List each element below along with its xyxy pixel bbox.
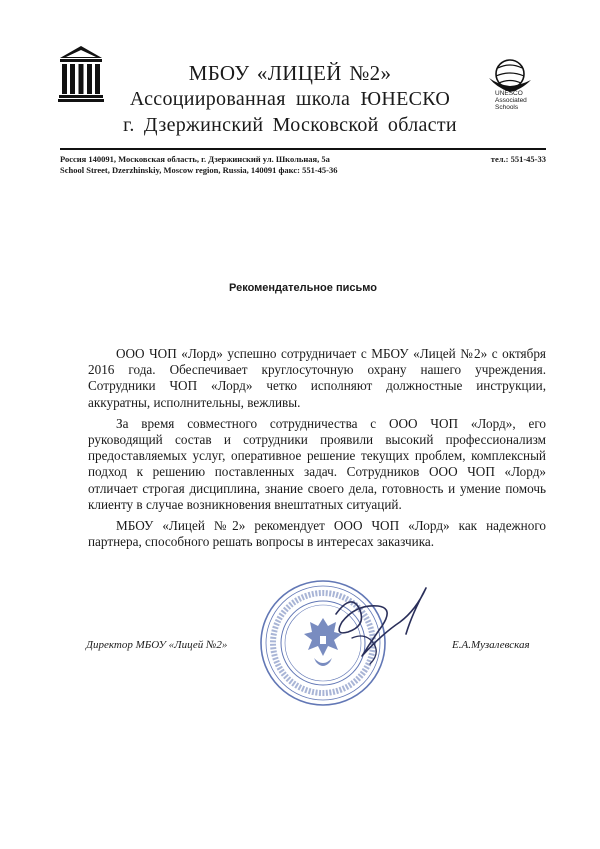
paragraph-1: ООО ЧОП «Лорд» успешно сотрудничает с МБОУ «Лицей №2» с октября 2016 года. Обеспечивает круглосуточную охрану нашего учреждения. Сотрудники ЧОП «Лорд» четко исполняют должностные инструкции, аккуратны, исполнительны, вежливы. [88, 346, 546, 410]
school-name: МБОУ «ЛИЦЕЙ №2» [188, 61, 392, 85]
signature-scribble-icon [322, 574, 442, 684]
school-address [60, 154, 546, 176]
signatory-name: Е.А.Музалевская [452, 639, 530, 651]
school-title-block [110, 60, 470, 138]
address-english: School Street, Dzerzhinskiy, Moscow region, Russia, 140091 факс: 551-45-36 [60, 165, 338, 175]
paragraph-2: За время совместного сотрудничества с ООО ЧОП «Лорд», его руководящий состав и сотрудники проявили высокий профессионализм предоставляемых услуг, оперативное решение текущих проблем, комплексный подход к решению поставленных задач. Сотрудников ООО ЧОП «Лорд» отличает строгая дисциплина, знание своего дела, готовность и умение помочь клиенту в случае возникновения внештатных ситуаций. [88, 415, 546, 512]
letterhead-divider [60, 148, 546, 150]
signatory-position: Директор МБОУ «Лицей №2» [86, 639, 228, 651]
phone-number: тел.: 551-45-33 [490, 154, 546, 164]
school-city: г. Дзержинский Московской области [123, 114, 457, 136]
unesco-asp-logo [483, 52, 545, 118]
paragraph-3: МБОУ «Лицей №2» рекомендует ООО ЧОП «Лорд» как надежного партнера, способного решать вопросы в интересах заказчика. [88, 518, 546, 550]
asp-logo-text: UNESCO Associated Schools [495, 90, 527, 111]
letter-title: Рекомендательное письмо [229, 282, 377, 294]
address-russian: Россия 140091, Московская область, г. Дзержинский ул. Школьная, 5а [60, 154, 330, 164]
handwritten-signature [322, 574, 442, 684]
unesco-logo [58, 44, 104, 102]
unesco-temple-icon [58, 44, 104, 102]
school-association: Ассоциированная школа ЮНЕСКО [129, 88, 451, 110]
letter-body [88, 346, 546, 555]
